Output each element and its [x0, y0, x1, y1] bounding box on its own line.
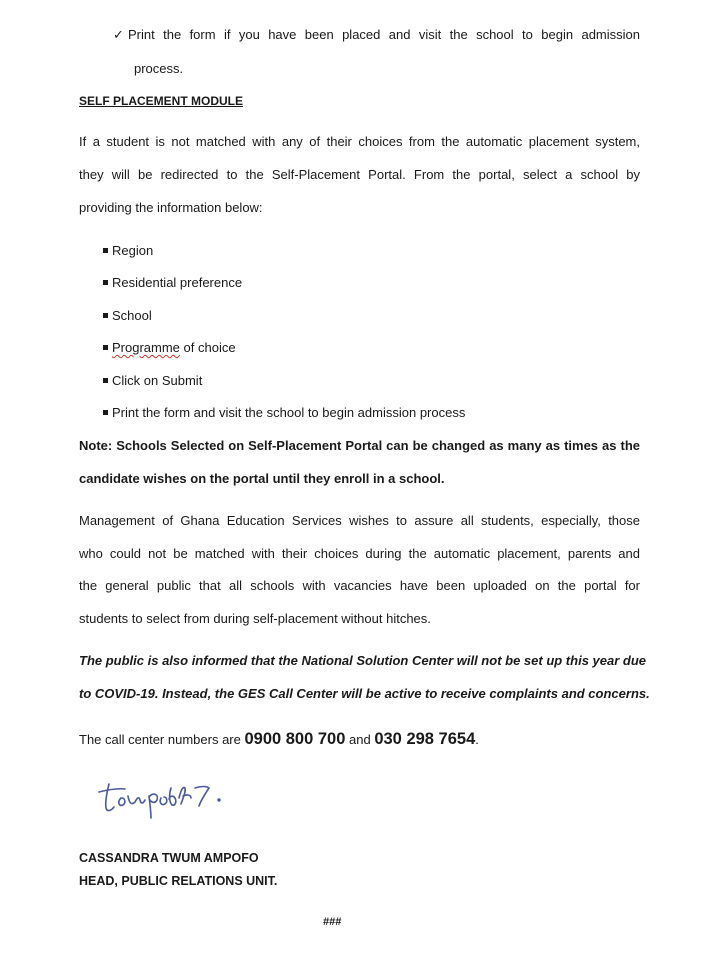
call-center-prefix: The call center numbers are: [79, 732, 245, 747]
spellcheck-word: Programme: [112, 340, 180, 355]
para2-line-2: who could not be matched with their choices during the automatic placement, parents and: [79, 546, 640, 561]
signatory-title: HEAD, PUBLIC RELATIONS UNIT.: [79, 874, 278, 888]
phone-number-2: 030 298 7654: [374, 730, 476, 748]
list-item-region: Region: [112, 243, 154, 258]
call-center-suffix: .: [475, 732, 479, 747]
list-item-school: School: [112, 308, 152, 323]
bullet-marker: [103, 378, 108, 383]
signatory-name: CASSANDRA TWUM AMPOFO: [79, 851, 259, 865]
handwritten-signature: [95, 776, 265, 822]
intro-line-1: Print the form if you have been placed and visit the school to begin admission: [128, 27, 640, 42]
para1-line-3: providing the information below:: [79, 200, 263, 215]
list-item-programme: [112, 340, 236, 355]
section-heading: SELF PLACEMENT MODULE: [79, 94, 243, 108]
bullet-marker: [103, 410, 108, 415]
end-mark: ###: [323, 916, 342, 928]
para2-line-3: the general public that all schools with vacancies have been uploaded on the portal for: [79, 578, 640, 593]
phone-number-1: 0900 800 700: [244, 730, 346, 748]
list-item-submit: Click on Submit: [112, 373, 203, 388]
para1-line-2: they will be redirected to the Self-Placement Portal. From the portal, select a school by: [79, 167, 640, 182]
bullet-marker: [103, 280, 108, 285]
bullet-marker: [103, 345, 108, 350]
intro-line-2: process.: [134, 61, 184, 76]
para2-line-4: students to select from during self-placement without hitches.: [79, 611, 431, 626]
call-center-line: [79, 730, 479, 749]
note-line-1: Note: Schools Selected on Self-Placement Portal can be changed as many as times as the: [79, 438, 640, 453]
list-item-programme-rest: of choice: [179, 340, 236, 355]
bullet-marker: [103, 248, 108, 253]
check-icon: ✓: [113, 27, 124, 42]
list-item-residential: Residential preference: [112, 275, 243, 290]
notice-line-1: The public is also informed that the National Solution Center will not be set up this year due: [79, 653, 647, 668]
notice-line-2: to COVID-19. Instead, the GES Call Center will be active to receive complaints and concerns.: [79, 686, 650, 701]
bullet-marker: [103, 313, 108, 318]
note-line-2: candidate wishes on the portal until they enroll in a school.: [79, 471, 445, 486]
para2-line-1: Management of Ghana Education Services wishes to assure all students, especially, those: [79, 513, 640, 528]
call-center-conj: and: [345, 732, 375, 747]
para1-line-1: If a student is not matched with any of their choices from the automatic placement system,: [79, 134, 640, 149]
list-item-print: Print the form and visit the school to begin admission process: [112, 405, 466, 420]
